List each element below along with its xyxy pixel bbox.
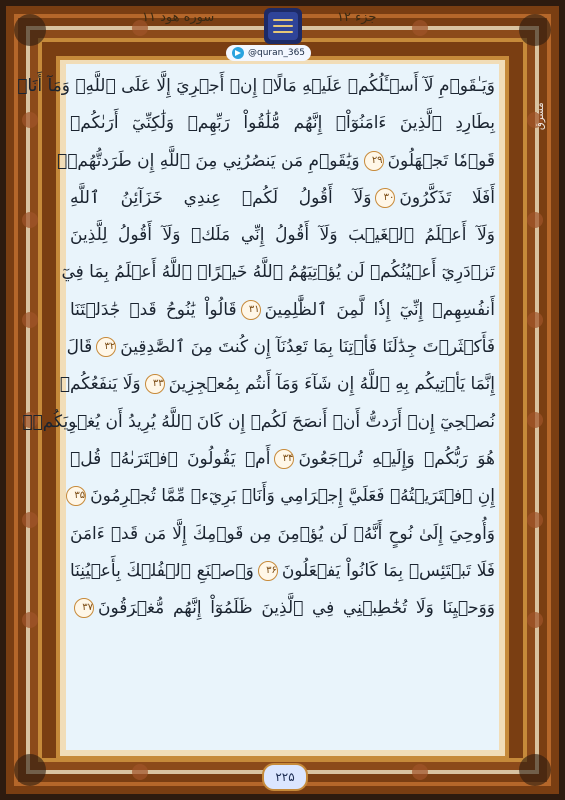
verse-number: ۲۹ xyxy=(364,151,384,171)
verse-number: ۳۶ xyxy=(258,561,278,581)
verse-number: ۳۷ xyxy=(74,598,94,618)
quran-line: إِنَّمَا يَأۡتِيكُم بِهِ ٱللَّهُ إِن شَآءَ وَمَآ أَنتُم بِمُعۡجِزِينَ۳۳وَلَا يَنفَعُكُمۡ xyxy=(59,374,495,395)
quran-line: وَلَآ أَعۡلَمُ ٱلۡغَيۡبَ وَلَآ أَقُولُ إِنِّي مَلَكٞ وَلَآ أَقُولُ لِلَّذِينَ xyxy=(70,225,495,246)
quran-line: وَوَحۡيِنَا وَلَا تُخَٰطِبۡنِي فِي ٱلَّذِينَ ظَلَمُوٓاْ إِنَّهُم مُّغۡرَقُونَ۳۷ xyxy=(70,590,495,627)
quran-line: فَلَا تَبۡتَئِسۡ بِمَا كَانُواْ يَفۡعَلُونَ۳۶وَٱصۡنَعِ ٱلۡفُلۡكَ بِأَعۡيُنِنَا xyxy=(70,560,495,581)
quran-line: بِطَارِدِ ٱلَّذِينَ ءَامَنُوٓاْۚ إِنَّهُم مُّلَٰقُواْ رَبِّهِمۡ وَلَٰكِنِّيٓ أَرَىٰكُمۡ xyxy=(70,113,495,134)
calligraphy-logo-icon xyxy=(262,6,304,46)
quran-text xyxy=(17,68,496,627)
quran-line: إِنِ ٱفۡتَرَيۡتُهُۥ فَعَلَيَّ إِجۡرَامِي وَأَنَا۠ بَرِيٓءٞ مِّمَّا تُجۡرِمُونَ۳۵ xyxy=(70,478,495,515)
quran-line: أَفَلَا تَذَكَّرُونَ۳۰وَلَآ أَقُولُ لَكُمۡ عِندِي خَزَآئِنُ ٱللَّهِ xyxy=(70,187,495,208)
surah-label: سوره هود ۱۱ xyxy=(142,10,215,25)
handle-text: @quran_365 xyxy=(248,48,306,58)
quran-line: هُوَ رَبُّكُمۡ وَإِلَيۡهِ تُرۡجَعُونَ۳۴أَمۡ يَقُولُونَ ٱفۡتَرَىٰهُۖ قُلۡ xyxy=(70,448,496,469)
quran-line: فَأَكۡثَرۡتَ جِدَٰلَنَا فَأۡتِنَا بِمَا تَعِدُنَآ إِن كُنتَ مِنَ ٱلصَّٰدِقِينَ۳۲قَالَ xyxy=(66,337,495,358)
verse-number: ۳۴ xyxy=(274,449,294,469)
quran-line: وَأُوحِيَ إِلَىٰ نُوحٍ أَنَّهُۥ لَن يُؤۡمِنَ مِن قَوۡمِكَ إِلَّا مَن قَدۡ ءَامَنَ xyxy=(70,523,495,544)
quran-line: تَزۡدَرِيٓ أَعۡيُنُكُمۡ لَن يُؤۡتِيَهُمُ ٱللَّهُ خَيۡرًاۖ ٱللَّهُ أَعۡلَمُ بِمَا فِيٓ xyxy=(61,262,495,283)
verse-number: ۳۰ xyxy=(375,188,395,208)
juz-label: جزء ۱۲ xyxy=(337,10,377,25)
telegram-handle[interactable] xyxy=(226,45,311,61)
telegram-icon xyxy=(232,47,244,59)
quran-line: نُصۡحِيٓ إِنۡ أَرَدتُّ أَنۡ أَنصَحَ لَكُمۡ إِن كَانَ ٱللَّهُ يُرِيدُ أَن يُغۡوِيَكُمۡۚ xyxy=(22,411,495,432)
quran-line: قَوۡمٗا تَجۡهَلُونَ۲۹وَيَٰقَوۡمِ مَن يَنصُرُنِي مِنَ ٱللَّهِ إِن طَرَدتُّهُمۡۚ xyxy=(57,150,495,171)
watermark: مشرق xyxy=(535,102,546,130)
verse-number: ۳۳ xyxy=(145,374,165,394)
quran-line: أَنفُسِهِمۡ إِنِّيٓ إِذٗا لَّمِنَ ٱلظَّٰلِمِينَ۳۱قَالُواْ يَٰنُوحُ قَدۡ جَٰدَلۡتَنَا xyxy=(70,299,496,320)
verse-number: ۳۲ xyxy=(96,337,116,357)
page-number-badge: ۲۲۵ xyxy=(262,763,308,791)
quran-line: وَيَـٰقَوۡمِ لَآ أَسۡـَٔلُكُمۡ عَلَيۡهِ مَالًاۖ إِنۡ أَجۡرِيَ إِلَّا عَلَى ٱللَّهِۚ وَمَآ أَنَا۠ xyxy=(17,76,495,96)
verse-number: ۳۵ xyxy=(66,486,86,506)
verse-number: ۳۱ xyxy=(241,300,261,320)
